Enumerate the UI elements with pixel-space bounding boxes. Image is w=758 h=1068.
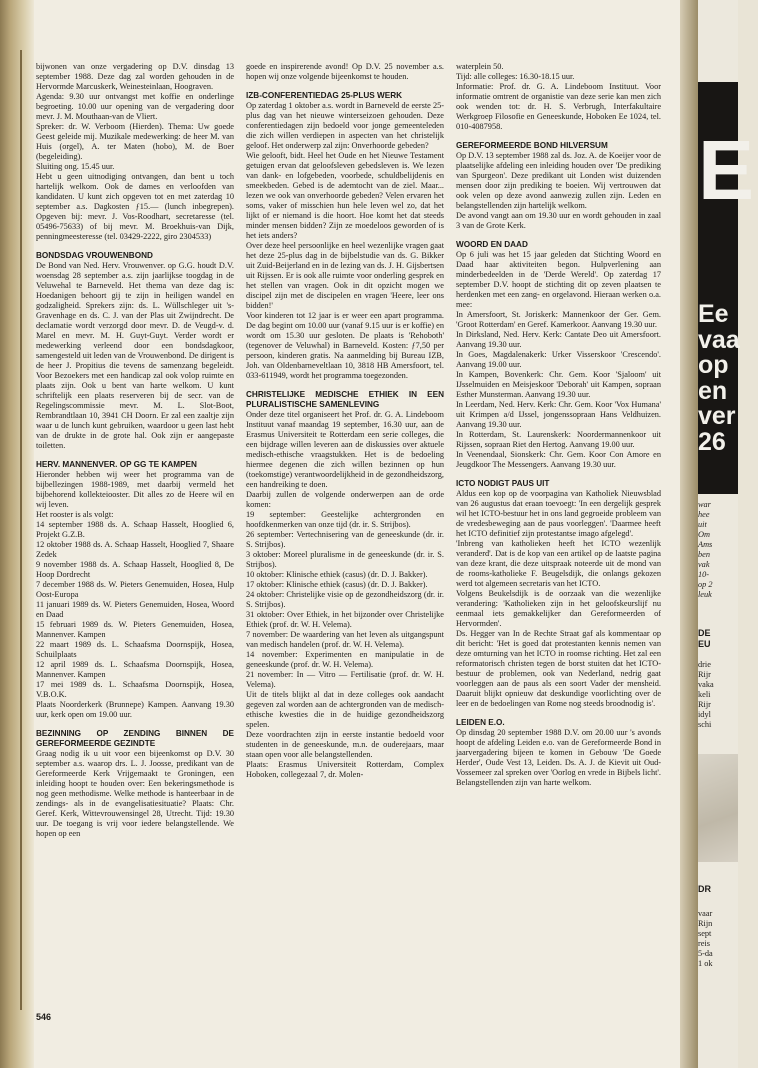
page-gutter [680,0,698,1068]
binding-spine [0,0,34,1068]
section-heading: LEIDEN E.O. [456,718,505,727]
text-fragment: Rijn [698,919,713,928]
paragraph: Agenda: 9.30 uur ontvangst met koffie en onderlinge begroeting. 10.00 uur opening van de vergadering door mevr. J. M. Mouthaan-van de Vliert. [36,92,234,121]
paragraph: Daarbij zullen de volgende onderwerpen aan de orde komen: [246,490,444,509]
text-column-1 [36,62,234,1020]
paragraph: Sluiting ong. 15.45 uur. [36,162,115,171]
advert-headline [698,302,740,455]
paragraph: De Bond van Ned. Herv. Vrouwenver. op G.G. houdt D.V. woensdag 28 september a.s. zijn jaarlijkse toogdag in de Veluwehal te Barneveld. Het thema van deze dag is: Hoedanigen behoort gij te zijn in heiligen wandel en godzaligheid. Sprekers zijn: ds. L. Wüllschleger uit 's-Gravenhage en ds. C. J. van der Plas uit Zwijndrecht. De declamatie wordt verzorgd door mevr. D. de Veugd-v. d. Marel en mevr. M. H. Guyt-Guyt. Verder wordt er medewerking verleend door een bondsdagkoor, samengesteld uit leden van de Vrouwenbond. De dirigent is de heer J. Propitius die tevens de samenzang begeleidt. Voor Bezoekers met een handicap zal ook volop ruimte en plaats zijn. Ook u bent van harte welkom. U kunt schriftelijk een plaats reserveren bij de secr. van de Regelingscommissie mevr. M. L. Slot-Boot, Rembrandtlaan 10, 3941 CH Doorn. Er zal een zaaltje zijn waar u de lunch kunt gebruiken, waardoor u geen last hebt van de drukte in de grote hal. Ook zijn er aangepaste toiletten. [36,261,234,450]
paragraph: Op 6 juli was het 15 jaar geleden dat Stichting Woord en Daad haar aktiviteiten begon. Hulpverlening aan minderbedeelden in de 'Derde Wereld'. Op zaterdag 17 september D.V. hoopt de stichting dit op zeven plaatsen te herdenken met een zang- en orgelavond. Hieraan werken o.a. mee: [456,250,661,309]
text-fragment: 26 [698,427,726,456]
paragraph: Tijd: alle colleges: 16.30-18.15 uur. [456,72,575,81]
text-fragment: idyl [698,710,711,719]
paragraph: Het rooster is als volgt: [36,510,114,519]
paragraph: Op dinsdag 20 september 1988 D.V. om 20.00 uur 's avonds hoopt de afdeling Leiden e.o. van de Gereformeerde Bond in jaarvergadering bijeen te komen in Gebouw 'De Goede Herder', Oude Vest 13, Leiden. Ds. A. J. de Kievit uit Oud-Vossemeer zal spreken over 'Oorlog en vrede in Bijbels licht'. Belangstellenden zijn van harte welkom. [456,728,661,787]
paragraph: Plaats: Erasmus Universiteit Rotterdam, Complex Hoboken, collegezaal 7, dr. Molen- [246,760,444,779]
paragraph: 12 april 1989 ds. L. Schaafsma Doornspijk, Hosea, Mannenver. Kampen [36,660,234,679]
paragraph: In Kampen, Bovenkerk: Chr. Gem. Koor 'Sjaloom' uit IJsselmuiden en Meisjeskoor 'Deborah' uit Kampen, sopraan Esther Munsterman. Aanvang 19.30 uur. [456,370,661,399]
paragraph: 17 mei 1989 ds. L. Schaafsma Doornspijk, Hosea, V.B.O.K. [36,680,234,699]
section-heading: IZB-CONFERENTIEDAG 25-PLUS WERK [246,91,403,100]
paragraph: Onder deze titel organiseert het Prof. dr. G. A. Lindeboom Instituut vanaf maandag 19 september, 16.30 uur, aan de Erasmus Universiteit te Rotterdam een serie colleges, die een bijdrage willen leveren aan de diskussies over aktuele medisch-ethische vraagstukken. Het is de bedoeling hiermee degenen die zich willen bezinnen op hun (toekomstige) verantwoordelijkheid in de gezondheidszorg, een handreiking te doen. [246,410,444,489]
text-fragment: ver [698,402,736,430]
advert-big-letter: E [698,123,755,217]
paragraph: 31 oktober: Over Ethiek, in het bijzonder over Christelijke Ethiek (prof. dr. W. H. Velema). [246,610,444,629]
paragraph: In Amersfoort, St. Joriskerk: Mannenkoor der Ger. Gem. 'Groot Rotterdam' en Geref. Kamerkoor. Aanvang 19.30 uur. [456,310,661,329]
text-fragment: uit [698,520,707,529]
paragraph: Wie gelooft, bidt. Heel het Oude en het Nieuwe Testament getuigen ervan dat geloofsleven gebedsleven is. We lezen van dank- en lofgebeden, voorbede, schuldbelijdenis en smeekbeden. Gebed is de ademtocht van de ziel. Maar... lezen we ook van onverhoorde gebeden? Velen ervaren het soms, vaker of misschien hun hele leven wel zo, dat het lijkt of er niemand is die hoort. Hoe komt het dat steeds minder mensen bidden? Zijn ze moedeloos geworden of is het iets anders? [246,151,444,240]
text-fragment: vaa [698,325,740,354]
paragraph: 15 februari 1989 ds. W. Pieters Genemuiden, Hosea, Mannenver. Kampen [36,620,234,639]
text-fragment: DE [698,628,711,638]
text-column-3 [456,62,661,980]
paragraph: 21 november: In — Vitro — Fertilisatie (prof. dr. W. H. Velema). [246,670,444,689]
text-fragment: drie [698,660,711,669]
section-heading: BEZINNING OP ZENDING BINNEN DE GEREFORMEERDE GEZINDTE [36,729,234,748]
text-fragment: 10- [698,570,710,579]
paragraph: Op zaterdag 1 oktober a.s. wordt in Barneveld de eerste 25-plus dag van het nieuwe winterseizoen gehouden. Deze conferentiedagen zijn bedoeld voor jonge gemeenteleden die zich willen verdiepen in aspecten van het christelijk geloof. Het onderwerp zal zijn: Onverhoorde gebeden? [246,101,444,150]
paragraph: De avond vangt aan om 19.30 uur en wordt gehouden in zaal 3 van de Grote Kerk. [456,211,661,230]
paragraph: 11 januari 1989 ds. W. Pieters Genemuiden, Hosea, Woord en Daad [36,600,234,619]
facing-heading: DR [698,884,711,894]
section-heading: ICTO NODIGT PAUS UIT [456,479,550,488]
paragraph: In Rotterdam, St. Laurenskerk: Noordermannenkoor uit Rijssen, sopraan Riet den Hertog. Aanvang 19.00 uur. [456,430,661,449]
text-fragment: 5-da [698,949,713,958]
paragraph: 7 december 1988 ds. W. Pieters Genemuiden, Hosea, Hulp Oost-Europa [36,580,234,599]
paragraph: Volgens Beukelsdijk is de oorzaak van die wezenlijke verandering: 'Katholieken zijn in het geloofskeurslijf nu eenmaal iets gemakkelijker dan Gereformeerden of Hervormden'. [456,589,661,628]
paragraph: 17 oktober: Klinische ethiek (casus) (dr. D. J. Bakker). [246,580,428,589]
text-fragment: en [698,376,728,405]
facing-section-1 [698,628,758,730]
text-fragment: sept [698,929,712,938]
facing-photo [698,754,738,862]
paragraph: 10 oktober: Klinische ethiek (casus) (dr. D. J. Bakker). [246,570,428,579]
text-fragment: vaka [698,680,714,689]
spacer [698,895,758,909]
facing-section-2 [698,884,758,969]
paragraph: Over deze heel persoonlijke en heel wezenlijke vragen gaat het deze 25-plus dag in de bijbelstudie van ds. G. Bikker uit Zuid-Beijerland en in de lezing van ds. J. H. Gijsbertsen uit Rijssen. Er is ook alle ruimte voor onderling gesprek en het stellen van vragen. Ook in dit opzicht mogen we discipel zijn met de discipelen en vragen 'Heere, leer ons bidden!' [246,241,444,310]
paragraph: Informatie: Prof. dr. G. A. Lindeboom Instituut. Voor informatie omtrent de organistie van deze serie kan men zich ook wenden tot: dr. H. S. Verbrugh, Interfakultaire Werkgroep Filosofie en Geneeskunde, Hoboken Ee 1024, tel. 010-4087958. [456,82,661,131]
text-fragment: Rijr [698,670,711,679]
paragraph: 7 november: De waardering van het leven als uitgangspunt van medisch handelen (prof. dr. W. H. Velema). [246,630,444,649]
text-column-2 [246,62,444,912]
section-heading: GEREFORMEERDE BOND HILVERSUM [456,141,608,150]
paragraph: Voor kinderen tot 12 jaar is er weer een apart programma. De dag begint om 10.00 uur (vanaf 9.15 uur is er koffie) en wordt om 15.30 uur gesloten. De plaats is 'Rehoboth' (tegenover de Veluwhal) in Barneveld. Kosten: ƒ7,50 per persoon, kinderen gratis. Na aanmelding bij Bureau IZB, Joh. van Oldenbarneveltlaan 10, 3818 HB Amersfoort, tel. 033-611949, wordt het programma toegezonden. [246,311,444,380]
text-fragment: hee [698,510,710,519]
spacer [698,650,758,660]
paragraph: 12 oktober 1988 ds. A. Schaap Hasselt, Hooglied 7, Shaare Zedek [36,540,234,559]
text-fragment: keli [698,690,711,699]
paragraph: Ds. Hegger van In de Rechte Straat gaf als kommentaar op dit bericht: 'Het is goed dat protestanten kennis nemen van deze omturning van het ICTO in roomse richting. Het zal een reformatorisch christen tegen de borst stuiten dat het ICTO-bestuur de problemen, ook van Nederland, nedrig gaat voorleggen aan de paus als een soort Vader der mensheid. Daaruit blijkt opnieuw dat deskundige voorlichting over de leer en de bedoelingen van Rome nog steeds broodnodig is'. [456,629,661,708]
paragraph: Op D.V. 13 september 1988 zal ds. Joz. A. de Koeijer voor de plaatselijke afdeling een inleiding houden over 'De prediking van Spurgeon'. Deze predikant uit Londen wist duizenden mensen door zijn prediking te boeien. Wij vertrouwen dat ook velen op deze avond aanwezig zullen zijn. Leden en belangstellenden zijn hartelijk welkom. [456,151,661,210]
text-fragment: Rijr [698,700,711,709]
paragraph: 3 oktober: Moreel pluralisme in de geneeskunde (dr. ir. S. Strijbos). [246,550,444,569]
text-fragment: war [698,500,711,509]
text-fragment: Om [698,530,710,539]
paragraph: bijwonen van onze vergadering op D.V. dinsdag 13 september 1988. Deze dag zal worden gehouden in de Hervormde Marcuskerk, Weinesteinlaan, Hoograven. [36,62,234,91]
paragraph: Plaats Noorderkerk (Brunnepe) Kampen. Aanvang 19.30 uur, kerk open om 19.00 uur. [36,700,234,719]
paragraph: In Goes, Magdalenakerk: Urker Visserskoor 'Crescendo'. Aanvang 19.00 uur. [456,350,661,369]
paragraph: Graag nodig ik u uit voor een bijeenkomst op D.V. 30 september a.s. waarop drs. L. J. Joosse, predikant van de Gereformeerde Kerk Vrijgemaakt te Groningen, een inleiding hoopt te houden over: Een bekeringsmethode is nog geen methodisme. Welke methode is hanteerbaar in de zendings- als in de evangelisatiesituatie? Plaats: Chr. Geref. Kerk, Wittevrouwensingel 28, Utrecht. Tijd: 19.30 uur. De toegang is vrij voor iedere belangstellende. We hopen op een [36,749,234,838]
paragraph: Uit de titels blijkt al dat in deze colleges ook aandacht gegeven zal worden aan de achtergronden van de medisch-ethische kwesties die in de huidige gezondheidszorg spelen. [246,690,444,729]
paragraph: 26 september: Vertechnisering van de geneeskunde (dr. ir. S. Strijbos). [246,530,444,549]
binding-edge [20,50,22,1010]
paragraph: In Leerdam, Ned. Herv. Kerk: Chr. Gem. Koor 'Vox Humana' uit Krimpen a/d IJssel, jongenssopraan Hans Veldhuizen. Aanvang 19.30 uur. [456,400,661,429]
paragraph: 22 maart 1989 ds. L. Schaafsma Doornspijk, Hosea, Schuilplaats [36,640,234,659]
paragraph: 14 november: Experimenten en manipulatie in de geneeskunde (prof. dr. W. H. Velema). [246,650,444,669]
paragraph: goede en inspirerende avond! Op D.V. 25 november a.s. hopen wij onze volgende bijeenkomst te houden. [246,62,444,81]
advert-italic-text [698,500,758,600]
section-heading: WOORD EN DAAD [456,240,528,249]
paragraph: Hieronder hebben wij weer het programma van de bijbellezingen 1988-1989, met daarbij vermeld het bijbehorend kollekteiooster. Dit alles zo de Heere wil en wij leven. [36,470,234,509]
text-fragment: vaar [698,909,713,918]
text-fragment: 1 ok [698,959,713,968]
text-fragment: leuk [698,590,712,599]
facing-heading [698,628,758,650]
section-heading: CHRISTELIJKE MEDISCHE ETHIEK IN EEN PLURALISTISCHE SAMENLEVING [246,390,444,409]
text-fragment: ben [698,550,710,559]
text-fragment: op [698,351,729,379]
text-fragment: Ams [698,540,713,549]
page-number: 546 [36,1012,52,1022]
facing-page-fragment [698,0,755,1068]
paragraph: 14 september 1988 ds. A. Schaap Hasselt, Hooglied 6, Projekt G.Z.B. [36,520,234,539]
paragraph: 24 oktober: Christelijke visie op de gezondheidszorg (dr. ir. S. Strijbos). [246,590,444,609]
paragraph: 'Inbreng van katholieken heeft het ICTO wezenlijk veranderd'. Dat is de kop van een artikel op de laatste pagina van deze krant, die deze uitspraak noteerde uit de mond van de rooms-katholieke F. Beugelsdijk, die onlangs gekozen werd tot algemeen secretaris van het ICTO. [456,539,661,588]
text-fragment: schi [698,720,712,729]
paragraph: Deze voordrachten zijn in eerste instantie bedoeld voor studenten in de geneeskunde, m.n. de ouderejaars, maar staan open voor alle belangstellenden. [246,730,444,759]
text-fragment: op 2 [698,580,713,589]
paragraph: waterplein 50. [456,62,504,71]
section-heading: HERV. MANNENVER. OP GG TE KAMPEN [36,460,197,469]
paragraph: 19 september: Geestelijke achtergronden en hoofdkenmerken van onze tijd (dr. ir. S. Strijbos). [246,510,444,529]
paragraph: In Dirksland, Ned. Herv. Kerk: Cantate Deo uit Amersfoort. Aanvang 19.30 uur. [456,330,661,349]
text-fragment: reis [698,939,710,948]
section-heading: BONDSDAG VROUWENBOND [36,251,153,260]
text-fragment: EU [698,639,711,649]
paragraph: Hebt u geen uitnodiging ontvangen, dan bent u toch hartelijk welkom. Ook de dames en verloofden van kandidaten. U kunt zich opgeven tot en met zaterdag 10 september a.s. Dagkosten ƒ15.— (lunch inbegrepen). Opgeven bij: mevr. J. Vos-Roodhart, secretaresse (tel. 05496-75633) of bij mevr. M. Broekhuis-van Dijk, penningmeesteresse (tel. 03429-2222, giro 2304533) [36,172,234,241]
text-fragment: Ee [698,300,729,328]
paragraph: Spreker: dr. W. Verboom (Hierden). Thema: Uw goede Geest geleide mij. Muzikale medewerking: de heer M. van Huis (orgel), A. ter Maten (hobo), M. de Boer (begeleiding). [36,122,234,161]
paragraph: 9 november 1988 ds. A. Schaap Hasselt, Hooglied 8, De Hoop Dordrecht [36,560,234,579]
text-fragment: vak [698,560,710,569]
paragraph: In Veenendaal, Sionskerk: Chr. Gem. Koor Con Amore en Jeugdkoor The Messengers. Aanvang 19.30 uur. [456,450,661,469]
paragraph: Aldus een kop op de voorpagina van Katholiek Nieuwsblad van 26 augustus dat eraan toevoegt: 'In een dergelijk gesprek wil het ICTO-bestuur het in ons land gegroeide probleem van de vredesbeweging aan de paus voorleggen'. 'Daarmee heeft het ICTO definitief zijn protestantse imago afgelegd'. [456,489,661,538]
